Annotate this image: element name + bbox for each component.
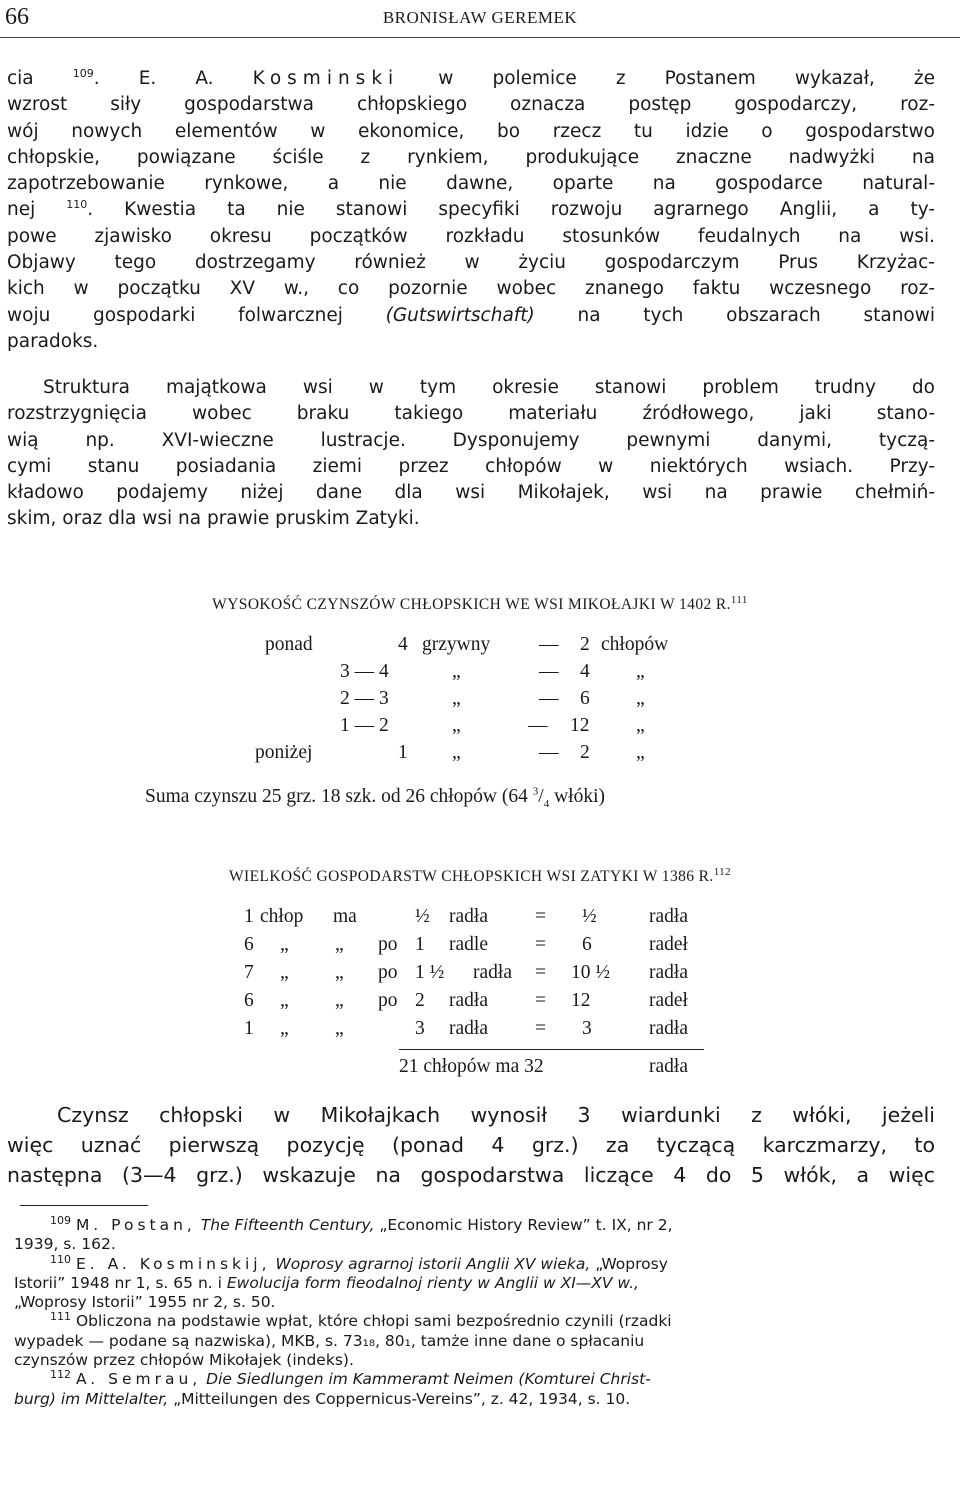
paragraph-2 — [7, 375, 935, 533]
table-row: poniżej 1 „ — 2 „ — [255, 742, 645, 763]
text-line: następna (3—4 grz.) wskazuje na gospodarstwa liczące 4 do 5 włók, a więc — [7, 1163, 935, 1187]
paragraph-1 — [7, 66, 935, 355]
footnote-line: „Woprosy Istorii” 1955 nr 2, s. 50. — [14, 1293, 276, 1312]
text-line: Struktura majątkowa wsi w tym okresie stanowi problem trudny do — [43, 377, 935, 398]
page-header — [0, 2, 960, 36]
table-row: 3 — 4 „ — 4 „ — [340, 661, 645, 682]
table-row: 7 „ „ po 1 ½ radła = 10 ½ radła — [244, 962, 688, 983]
table-2-total-rule — [399, 1049, 704, 1050]
text-line: wój nowych elementów w ekonomice, bo rzecz tu idzie o gospodarstwo — [7, 120, 935, 142]
text-line: cymi stanu posiadania ziemi przez chłopów w niektórych wsiach. Przy- — [7, 455, 935, 477]
footnote-line: 1939, s. 162. — [14, 1235, 116, 1254]
footnote-line: czynszów przez chłopów Mikołajek (indeks). — [14, 1351, 354, 1370]
table-row: 2 — 3 „ — 6 „ — [340, 688, 645, 709]
text-line: woju gospodarki folwarcznej (Gutswirtschaft) na tych obszarach stanowi — [7, 304, 936, 326]
text-line: cia $^{109}$. E. A. Kosminski w polemice z Postanem wykazał, że — [7, 66, 936, 89]
table-row: 1 „ „ 3 radła = 3 radła — [244, 1018, 688, 1039]
footnotes — [14, 1213, 944, 1409]
text-line: Objawy tego dostrzegamy również w życiu gospodarczym Prus Krzyżac- — [7, 252, 935, 274]
table-2 — [0, 906, 960, 1046]
table-row: ponad 4 grzywny — 2 chłopów — [265, 634, 669, 655]
table-2-total: 21 chłopów ma 32 radła — [399, 1056, 688, 1077]
text-line: wią np. XVI-wieczne lustracje. Dysponujemy pewnymi danymi, tyczą- — [7, 429, 935, 451]
text-line: skim, oraz dla wsi na prawie pruskim Zatyki. — [7, 508, 420, 530]
text-line: wzrost siły gospodarstwa chłopskiego oznacza postęp gospodarczy, roz- — [7, 94, 935, 116]
text-line: rozstrzygnięcia wobec braku takiego materiału źródłowego, jaki stano- — [7, 403, 935, 425]
table-1 — [0, 634, 960, 774]
table-row: 1 chłop ma ½ radła = ½ radła — [244, 906, 688, 927]
paragraph-3 — [7, 1100, 935, 1190]
table-row: 1 — 2 „ — 12 „ — [340, 715, 645, 736]
text-line: chłopskie, powiązane ściśle z rynkiem, produkujące znaczne nadwyżki na — [7, 146, 935, 168]
text-line: kich w początku XV w., co pozornie wobec znanego faktu wczesnego roz- — [7, 278, 935, 300]
running-head: BRONISŁAW GEREMEK — [382, 8, 578, 27]
table-row: 6 „ „ po 1 radle = 6 radeł — [244, 934, 688, 955]
footnote-line: wypadek — podane są nazwiska), MKB, s. 73₁₈, 80₁, tamże inne dane o spłacaniu — [14, 1331, 645, 1350]
table-row: 6 „ „ po 2 radła = 12 radeł — [244, 990, 688, 1011]
text-line: zapotrzebowanie rynkowe, a nie dawne, oparte na gospodarce natural- — [7, 173, 935, 195]
text-line: kładowo podajemy niżej dane dla wsi Mikołajek, wsi na prawie chełmiń- — [7, 482, 935, 504]
text-line: paradoks. — [7, 330, 99, 352]
footnote-rule — [20, 1205, 148, 1206]
footnote-ref: 111 — [730, 593, 748, 606]
table-1-summary: Suma czynszu 25 grz. 18 szk. od 26 chłopów (64 $^3/_4$ włóki) — [145, 785, 605, 810]
footnote-ref: 112 — [713, 865, 731, 878]
footnote-109: $^{109}$ M. Postan, The Fifteenth Century, „Economic History Review” t. IX, nr 2, — [50, 1213, 673, 1234]
footnote-ref: 110 — [66, 198, 88, 212]
footnote-line: Istorii” 1948 nr 1, s. 65 n. i Ewolucija form fieodalnoj rienty w Anglii w XI—XV w., — [14, 1273, 639, 1292]
text-line: nej $^{110}$. Kwestia ta nie stanowi specyfiki rozwoju agrarnego Anglii, a ty- — [7, 198, 935, 221]
footnote-ref: 109 — [72, 66, 94, 80]
footnote-112: $^{112}$ A. Semrau, Die Siedlungen im Kammeramt Neimen (Komturei Christ- — [50, 1368, 651, 1389]
page-number: 66 — [5, 4, 29, 30]
text-line: Czynsz chłopski w Mikołajkach wynosił 3 wiardunki z włóki, jeżeli — [57, 1103, 935, 1127]
footnote-111: $^{111}$ Obliczona na podstawie wpłat, które chłopi sami bezpośrednio czynili (rzadki — [50, 1310, 672, 1331]
footnote-110: $^{110}$ E. A. Kosminskij, Woprosy agrarnoj istorii Anglii XV wieka, „Woprosy — [50, 1252, 668, 1273]
footnote-line: burg) im Mittelalter, „Mitteilungen des Coppernicus-Vereins”, z. 42, 1934, s. 10. — [14, 1389, 631, 1408]
author-name-spaced: Kosminski — [252, 68, 400, 89]
text-line: więc uznać pierwszą pozycję (ponad 4 grz.) za tyczącą karczmarzy, to — [7, 1133, 935, 1157]
table-2-title: WIELKOŚĆ GOSPODARSTW CHŁOPSKICH WSI ZATYKI W 1386 R.$^{112}$ — [229, 865, 731, 885]
text-line: powe zjawisko okresu początków rozkładu stosunków feudalnych na wsi. — [7, 225, 935, 247]
header-rule — [0, 37, 960, 38]
table-1-title: WYSOKOŚĆ CZYNSZÓW CHŁOPSKICH WE WSI MIKOŁAJKI W 1402 R.$^{111}$ — [212, 593, 748, 613]
